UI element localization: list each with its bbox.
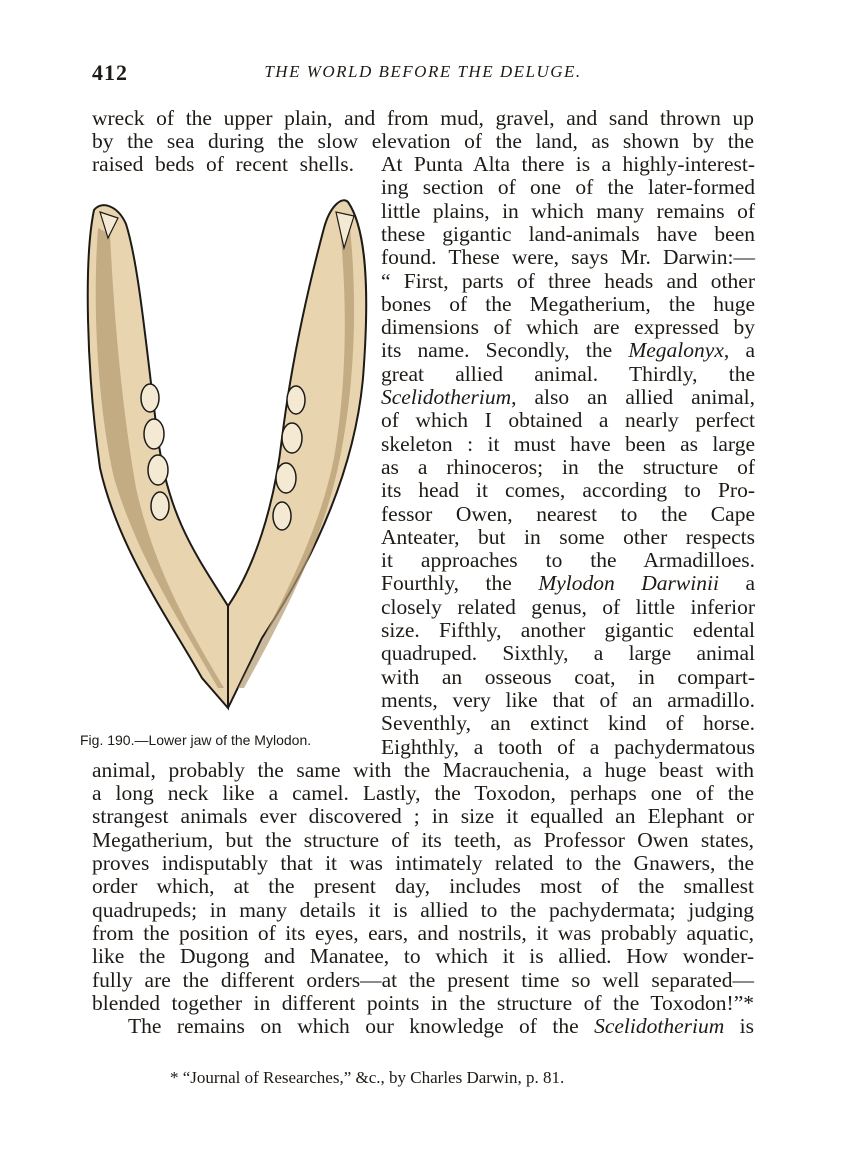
body-line: its head it comes, according to Pro-: [381, 478, 755, 503]
body-line: wreck of the upper plain, and from mud, gravel, and sand thrown up: [92, 106, 754, 130]
footnote: * “Journal of Researches,” &c., by Charles Darwin, p. 81.: [170, 1068, 565, 1087]
body-line: order which, at the present day, includes most of the smallest: [92, 874, 754, 899]
body-line: these gigantic land-animals have been: [381, 221, 755, 246]
body-line: ing section of one of the later-formed: [381, 175, 755, 200]
body-line: blended together in different points in the structure of the Toxodon!”*: [92, 990, 754, 1015]
body-line: like the Dugong and Manatee, to which it is allied. How wonder-: [92, 944, 754, 969]
body-line: Eighthly, a tooth of a pachydermatous: [381, 734, 755, 759]
body-line: quadrupeds; in many details it is allied to the pachydermata; judging: [92, 897, 754, 922]
body-line: a long neck like a camel. Lastly, the Toxodon, perhaps one of the: [92, 781, 754, 806]
body-line: skeleton : it must have been as large: [381, 431, 755, 456]
body-text: a: [718, 571, 755, 596]
body-line: Seventhly, an extinct kind of horse.: [381, 711, 755, 736]
body-line: Megatherium, but the structure of its teeth, as Professor Owen states,: [92, 827, 754, 852]
body-line: dimensions of which are expressed by: [381, 315, 755, 340]
body-line: it approaches to the Armadilloes.: [381, 548, 755, 573]
body-line: [128, 1015, 754, 1038]
running-title: THE WORLD BEFORE THE DELUGE.: [264, 62, 582, 81]
body-text: The remains on which our knowledge of the: [128, 1014, 595, 1039]
body-line: [381, 339, 755, 362]
body-line: [381, 386, 755, 409]
running-header: [92, 60, 754, 90]
page-number: 412: [92, 60, 128, 85]
body-text: its name. Secondly, the: [381, 338, 629, 363]
body-line: of which I obtained a nearly perfect: [381, 408, 755, 433]
body-line: little plains, in which many remains of: [381, 198, 755, 223]
body-line: animal, probably the same with the Macrauchenia, a huge beast with: [92, 757, 754, 782]
body-line: fully are the different orders—at the present time so well separated—: [92, 967, 754, 992]
body-line: strangest animals ever discovered ; in size it equalled an Elephant or: [92, 804, 754, 829]
body-line: proves indisputably that it was intimately related to the Gnawers, the: [92, 851, 754, 875]
body-line: found. These were, says Mr. Darwin:—: [381, 245, 755, 270]
body-text: , also an allied animal,: [511, 385, 755, 409]
body-line: from the position of its eyes, ears, and nostrils, it was probably aquatic,: [92, 920, 754, 945]
body-line: bones of the Megatherium, the huge: [381, 291, 755, 316]
body-line: by the sea during the slow elevation of the land, as shown by the: [92, 129, 754, 153]
body-line: raised beds of recent shells.: [92, 152, 354, 176]
body-line: size. Fifthly, another gigantic edental: [381, 618, 755, 642]
body-text: , a: [723, 338, 756, 363]
body-text: is: [724, 1014, 754, 1039]
species-name: Mylodon Darwinii: [538, 571, 719, 596]
lower-jaw-illustration: [78, 188, 378, 728]
body-line: ments, very like that of an armadillo.: [381, 687, 755, 712]
body-line: [381, 572, 755, 595]
body-line: with an osseous coat, in compart-: [381, 664, 755, 689]
species-name: Megalonyx: [628, 338, 724, 363]
body-line: At Punta Alta there is a highly-interest-: [381, 152, 755, 176]
species-name: Scelidotherium: [594, 1014, 725, 1039]
mylodon-jaw-figure: [78, 188, 378, 728]
body-line: as a rhinoceros; in the structure of: [381, 454, 755, 479]
body-line: fessor Owen, nearest to the Cape: [381, 501, 755, 526]
body-line: great allied animal. Thirdly, the: [381, 361, 755, 386]
figure-caption: Fig. 190.—Lower jaw of the Mylodon.: [80, 732, 312, 748]
body-text: Fourthly, the: [381, 571, 539, 596]
body-line: closely related genus, of little inferior: [381, 594, 755, 619]
body-line: Anteater, but in some other respects: [381, 524, 755, 549]
body-line: “ First, parts of three heads and other: [381, 268, 755, 293]
body-line: quadruped. Sixthly, a large animal: [381, 641, 755, 666]
species-name: Scelidotherium: [381, 385, 512, 409]
